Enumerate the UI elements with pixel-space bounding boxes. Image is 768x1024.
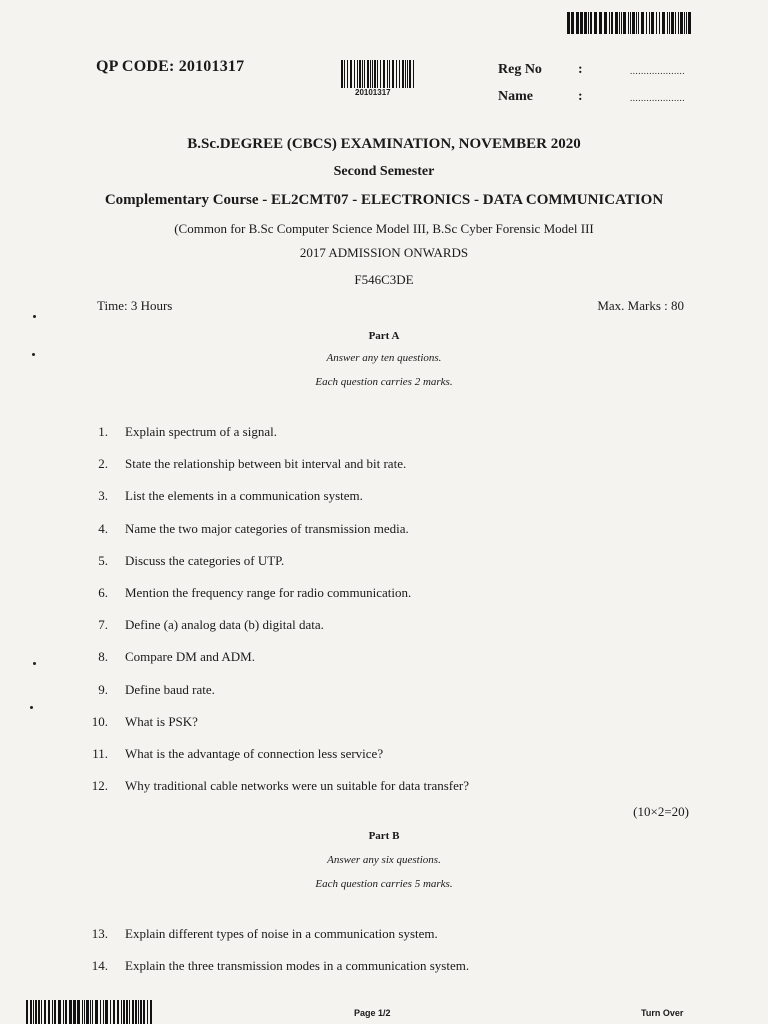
barcode-bar bbox=[354, 60, 355, 88]
barcode-bar bbox=[604, 12, 607, 34]
barcode-bar bbox=[609, 12, 610, 34]
barcode-bar bbox=[113, 1000, 115, 1024]
barcode-bar bbox=[377, 60, 378, 88]
barcode-bar bbox=[686, 12, 688, 34]
admission: 2017 ADMISSION ONWARDS bbox=[299, 245, 469, 260]
barcode-bar bbox=[90, 1000, 91, 1024]
name-label: Name bbox=[498, 89, 533, 104]
barcode-bar bbox=[105, 1000, 108, 1024]
barcode-bar bbox=[143, 1000, 146, 1024]
barcode-bar bbox=[628, 12, 629, 34]
question-number: 11. bbox=[92, 746, 108, 761]
barcode-bar bbox=[656, 12, 657, 34]
barcode-bar bbox=[84, 1000, 86, 1024]
barcode-bar bbox=[372, 60, 373, 88]
barcode-bar bbox=[641, 12, 644, 34]
name-field: .................... bbox=[630, 93, 685, 103]
barcode-bar bbox=[383, 60, 385, 88]
barcode-bar bbox=[567, 12, 570, 34]
barcode-bar bbox=[675, 12, 676, 34]
question-number: 9. bbox=[98, 681, 108, 697]
barcode-bar bbox=[33, 1000, 34, 1024]
barcode-bar bbox=[669, 12, 671, 34]
margin-mark bbox=[32, 353, 35, 356]
barcode-bar bbox=[659, 12, 661, 34]
part-b-marks-note: Each question carries 5 marks. bbox=[315, 878, 453, 890]
barcode-bar bbox=[599, 12, 600, 34]
barcode-bar bbox=[636, 12, 637, 34]
barcode-bar bbox=[638, 12, 640, 34]
barcode-bar bbox=[671, 12, 674, 34]
question-text: What is the advantage of connection less service? bbox=[125, 746, 384, 761]
margin-mark bbox=[30, 706, 33, 709]
time-allowed: Time: 3 Hours bbox=[97, 298, 173, 313]
reg-no-colon: : bbox=[578, 62, 583, 77]
reg-no-field: .................... bbox=[630, 66, 685, 76]
barcode-bar bbox=[52, 1000, 53, 1024]
barcode-bar bbox=[413, 60, 414, 88]
paper-code: F546C3DE bbox=[354, 272, 414, 287]
barcode-bar bbox=[103, 1000, 105, 1024]
barcode-bar bbox=[572, 12, 574, 34]
barcode-bar bbox=[367, 60, 369, 88]
question-text: Why traditional cable networks were un suitable for data transfer? bbox=[125, 778, 469, 794]
barcode-bar bbox=[374, 60, 376, 88]
barcode-bar bbox=[86, 1000, 89, 1024]
barcode-bar bbox=[389, 60, 390, 88]
barcode-bar bbox=[58, 1000, 61, 1024]
barcode-bar bbox=[678, 12, 680, 34]
barcode-bar bbox=[82, 1000, 83, 1024]
semester: Second Semester bbox=[333, 164, 435, 179]
barcode-bar bbox=[399, 60, 400, 88]
part-b-instruction: Answer any six questions. bbox=[327, 854, 441, 866]
barcode-bar bbox=[344, 60, 345, 88]
question-text: List the elements in a communication system. bbox=[125, 488, 363, 504]
barcode-bar bbox=[74, 1000, 76, 1024]
question-text: Define (a) analog data (b) digital data. bbox=[125, 617, 324, 633]
question-text: Name the two major categories of transmission media. bbox=[125, 520, 409, 536]
name-colon: : bbox=[578, 89, 583, 104]
question-text: Compare DM and ADM. bbox=[125, 649, 255, 665]
barcode-bar bbox=[135, 1000, 138, 1024]
barcode-bar bbox=[684, 12, 685, 34]
barcode-bar bbox=[38, 1000, 41, 1024]
barcode-bar bbox=[667, 12, 668, 34]
barcode-bar bbox=[350, 60, 352, 88]
barcode-bar bbox=[73, 1000, 74, 1024]
barcode-bar bbox=[571, 12, 572, 34]
barcode-bar bbox=[95, 1000, 98, 1024]
barcode-bar bbox=[402, 60, 404, 88]
bottom-barcode bbox=[26, 1000, 154, 1024]
barcode-bar bbox=[92, 1000, 94, 1024]
barcode-bar bbox=[341, 60, 343, 88]
barcode-bar bbox=[147, 1000, 148, 1024]
top-barcode bbox=[567, 12, 693, 34]
barcode-number: 20101317 bbox=[355, 88, 391, 97]
barcode-bar bbox=[63, 1000, 64, 1024]
barcode-bar bbox=[581, 12, 583, 34]
margin-mark bbox=[33, 315, 36, 318]
barcode-bar bbox=[680, 12, 683, 34]
barcode-bar bbox=[26, 1000, 28, 1024]
barcode-bar bbox=[688, 12, 691, 34]
barcode-bar bbox=[409, 60, 411, 88]
barcode-bar bbox=[123, 1000, 125, 1024]
question-number: 5. bbox=[98, 552, 108, 568]
barcode-bar bbox=[138, 1000, 139, 1024]
course-title: Complementary Course - EL2CMT07 - ELECTRONICS - DATA COMMUNICATION bbox=[104, 192, 664, 208]
question-text: Explain different types of noise in a communication system. bbox=[125, 926, 438, 941]
common-for: (Common for B.Sc Computer Science Model III, B.Sc Cyber Forensic Model III bbox=[174, 221, 594, 236]
question-text: Mention the frequency range for radio communication. bbox=[125, 585, 412, 600]
barcode-bar bbox=[41, 1000, 42, 1024]
question-text: Explain spectrum of a signal. bbox=[125, 424, 277, 439]
question-number: 12. bbox=[91, 778, 108, 794]
barcode-bar bbox=[392, 60, 394, 88]
barcode-bar bbox=[584, 12, 587, 34]
part-a-instruction: Answer any ten questions. bbox=[326, 352, 442, 364]
question-number: 4. bbox=[98, 520, 108, 536]
part-b-title: Part B bbox=[368, 830, 400, 842]
question-number: 7. bbox=[98, 617, 108, 633]
barcode-bar bbox=[588, 12, 589, 34]
question-number: 8. bbox=[98, 649, 108, 665]
barcode-bar bbox=[405, 60, 406, 88]
question-number: 3. bbox=[98, 488, 108, 504]
exam-title: B.Sc.DEGREE (CBCS) EXAMINATION, NOVEMBER 2020 bbox=[187, 136, 581, 152]
barcode-bar bbox=[362, 60, 363, 88]
barcode-bar bbox=[110, 1000, 111, 1024]
barcode-bar bbox=[347, 60, 348, 88]
center-barcode bbox=[341, 60, 415, 88]
barcode-bar bbox=[65, 1000, 67, 1024]
barcode-bar bbox=[370, 60, 371, 88]
barcode-bar bbox=[54, 1000, 56, 1024]
question-number: 14. bbox=[91, 958, 108, 973]
barcode-bar bbox=[651, 12, 654, 34]
question-number: 1. bbox=[98, 424, 108, 439]
max-marks: Max. Marks : 80 bbox=[597, 298, 684, 313]
barcode-bar bbox=[590, 12, 592, 34]
barcode-bar bbox=[576, 12, 579, 34]
margin-mark bbox=[33, 662, 36, 665]
barcode-bar bbox=[646, 12, 647, 34]
question-text: State the relationship between bit interval and bit rate. bbox=[125, 456, 407, 472]
barcode-bar bbox=[357, 60, 358, 88]
barcode-bar bbox=[387, 60, 388, 88]
barcode-bar bbox=[121, 1000, 122, 1024]
question-text: Define baud rate. bbox=[125, 681, 215, 697]
barcode-bar bbox=[630, 12, 632, 34]
question-text: What is PSK? bbox=[125, 713, 198, 729]
question-text: Discuss the categories of UTP. bbox=[125, 552, 285, 568]
qp-code: QP CODE: 20101317 bbox=[96, 58, 245, 75]
barcode-bar bbox=[129, 1000, 130, 1024]
barcode-bar bbox=[359, 60, 361, 88]
barcode-bar bbox=[100, 1000, 101, 1024]
barcode-bar bbox=[380, 60, 381, 88]
barcode-bar bbox=[77, 1000, 80, 1024]
barcode-bar bbox=[623, 12, 626, 34]
barcode-bar bbox=[662, 12, 665, 34]
barcode-bar bbox=[364, 60, 365, 88]
question-number: 6. bbox=[98, 585, 108, 600]
barcode-bar bbox=[621, 12, 623, 34]
barcode-bar bbox=[48, 1000, 51, 1024]
barcode-bar bbox=[69, 1000, 72, 1024]
barcode-bar bbox=[649, 12, 651, 34]
barcode-bar bbox=[117, 1000, 120, 1024]
barcode-bar bbox=[580, 12, 581, 34]
part-a-marks-note: Each question carries 2 marks. bbox=[315, 376, 453, 388]
barcode-bar bbox=[619, 12, 620, 34]
barcode-bar bbox=[611, 12, 613, 34]
part-a-score: (10×2=20) bbox=[633, 804, 689, 819]
reg-no-label: Reg No bbox=[498, 62, 542, 77]
question-number: 2. bbox=[98, 456, 108, 472]
question-number: 13. bbox=[91, 926, 108, 941]
barcode-bar bbox=[594, 12, 597, 34]
turn-over: Turn Over bbox=[641, 1008, 684, 1018]
barcode-bar bbox=[30, 1000, 33, 1024]
barcode-bar bbox=[600, 12, 602, 34]
part-a-title: Part A bbox=[368, 330, 400, 342]
barcode-bar bbox=[632, 12, 635, 34]
barcode-bar bbox=[396, 60, 397, 88]
question-number: 10. bbox=[91, 713, 108, 729]
barcode-bar bbox=[132, 1000, 134, 1024]
barcode-bar bbox=[407, 60, 408, 88]
barcode-bar bbox=[35, 1000, 37, 1024]
page-number: Page 1/2 bbox=[354, 1008, 391, 1018]
barcode-bar bbox=[615, 12, 618, 34]
barcode-bar bbox=[44, 1000, 46, 1024]
barcode-bar bbox=[126, 1000, 129, 1024]
barcode-bar bbox=[150, 1000, 152, 1024]
barcode-bar bbox=[140, 1000, 142, 1024]
question-text: Explain the three transmission modes in a communication system. bbox=[125, 958, 470, 973]
